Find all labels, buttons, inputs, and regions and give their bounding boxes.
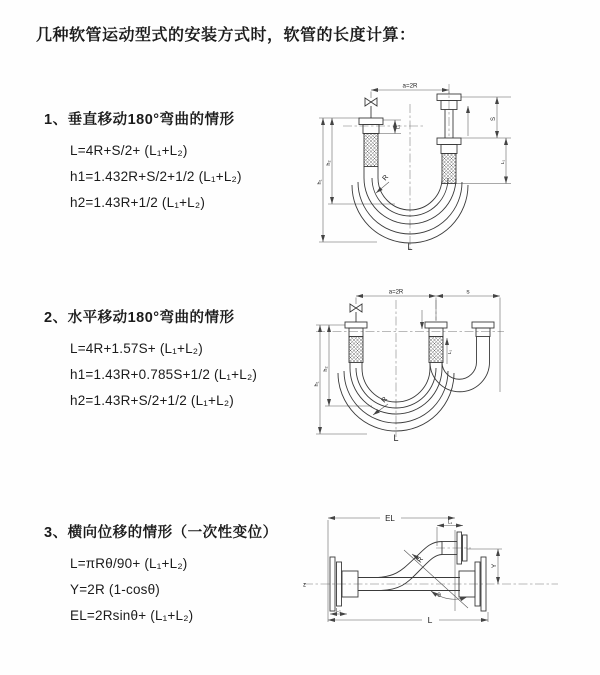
braided-hose [364,134,378,167]
section-3-heading: 3、横向位移的情形（一次性变位） [44,525,278,541]
left-leg-fitting [359,118,383,178]
section-vertical-bend [44,108,242,216]
dim-label-l1-right: L₁ [501,159,506,165]
dim-label-h1: h₁ [314,381,320,387]
section-horizontal-bend [44,306,257,414]
length-label: L [393,433,399,443]
formula-line: Y=2R (1-cosθ) [70,582,161,597]
section-1-formulas [70,138,242,216]
dim-label-l1-left: L₁ [396,124,402,130]
dim-label-l1: L₁ [448,349,453,355]
section-1-heading: 1、垂直移动180°弯曲的情形 [44,112,235,128]
radius-label: R [381,173,391,183]
length-label: L [427,615,433,625]
dim-label-el: EL [385,514,395,523]
left-leg-fitting [345,322,367,368]
radius-label: R [416,556,426,565]
formula-line: EL=2Rsinθ+ (L₁+L₂) [70,608,194,623]
diagram-vertical-bend [315,78,515,256]
radius-label: R [380,395,390,405]
page-title: 几种软管运动型式的安装方式时，软管的长度计算： [36,27,416,44]
length-label: L [407,242,413,252]
braided-hose [442,154,456,184]
dim-label-h1: h₁ [317,179,323,185]
section-lateral-displacement [44,521,278,629]
section-3-formulas [70,551,278,629]
formula-line: h2=1.43R+S/2+1/2 (L₁+L₂) [70,393,234,408]
dim-label-s: S [491,116,497,122]
displaced-hose-s-curve [358,542,442,591]
dim-label-l2: L₂ [336,608,341,614]
dim-label-a2r: a=2R [402,82,418,90]
axis-break-symbol: z [303,582,306,589]
section-2-heading: 2、水平移动180°弯曲的情形 [44,310,235,326]
dimension-lines [316,296,500,434]
braided-hose [429,337,443,363]
centerlines [343,84,449,251]
formula-line: L=4R+S/2+ (L₁+L₂) [70,143,188,158]
dim-label-h2: h₂ [326,160,332,166]
formula-line: h1=1.432R+S/2+1/2 (L₁+L₂) [70,169,242,184]
dim-label-s: s [466,288,470,296]
middle-leg-fitting [425,322,447,368]
valve-icon [365,98,377,118]
section-2-formulas [70,336,257,414]
formula-line: h2=1.43R+1/2 (L₁+L₂) [70,195,206,210]
dimension-lines [319,90,511,242]
formula-line: L=πRθ/90+ (L₁+L₂) [70,556,188,571]
diagram-lateral-displacement [300,508,565,648]
valve-icon [350,304,362,322]
dim-label-l1: L₁ [447,519,453,526]
formula-line: L=4R+1.57S+ (L₁+L₂) [70,341,203,356]
dim-label-a2r: a=2R [388,289,404,296]
centerlines [316,300,504,437]
diagram-horizontal-bend [312,284,512,456]
braided-hose [349,337,363,363]
formula-line: h1=1.43R+0.785S+1/2 (L₁+L₂) [70,367,258,382]
dim-label-h2: h₂ [323,366,329,372]
angle-label: θ [437,592,441,599]
dim-label-y: Y [491,563,498,569]
right-leg-fitting [472,322,494,362]
hose-u-bend-shallow [430,362,490,392]
